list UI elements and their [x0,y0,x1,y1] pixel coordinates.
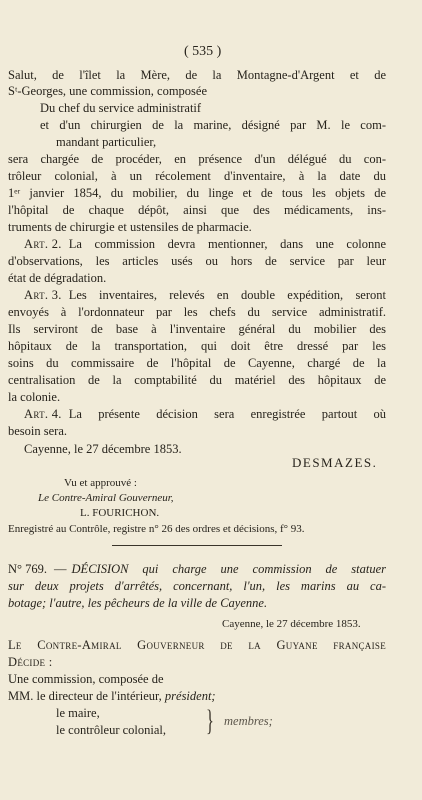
text-line: Une commission, composée de [8,672,164,686]
text-line: Salut, de l'îlet la Mère, de la Montagne-d'Argent et de [8,68,386,82]
text-line: l'hôpital de chaque dépôt, ainsi que des médicaments, ins- [8,203,386,217]
text-line: Ils serviront de base à l'inventaire général du mobilier des [8,322,386,336]
text-line: 1ᵉʳ janvier 1854, du mobilier, du linge et de tous les objets de [8,186,386,200]
text-line: Les inventaires, relevés en double expédition, seront [68,288,386,302]
text-line: Sᵗ-Georges, une commission, composée [8,84,208,98]
text-line: soins du commissaire de l'hôpital de Cayenne, chargé de la [8,356,386,370]
signature: DESMAZES. [292,455,378,470]
approval-title: Le Contre-Amiral Gouverneur, [38,492,174,504]
decision-heading: botage; l'autre, les pêcheurs de la ville de Cayenne. [8,596,268,610]
president-line: MM. le directeur de l'intérieur, président; [8,689,216,703]
text-line: hôpitaux de la transportation, qui doit être dressé par les [8,339,386,353]
member-line: le contrôleur colonial, [56,723,167,737]
text-line: état de dégradation. [8,271,107,285]
article-label: Art. 3. [24,288,62,302]
registry-note: Enregistré au Contrôle, registre n° 26 des ordres et décisions, f° 93. [8,523,305,535]
decides-label: Décide : [8,655,53,669]
section-divider [112,545,282,546]
text-line: centralisation de la comptabilité du matériel des hôpitaux de [8,373,386,387]
date-line: Cayenne, le 27 décembre 1853. [222,618,361,630]
text-line: besoin sera. [8,424,68,438]
text-line: La présente décision sera enregistrée partout où [68,407,386,421]
decision-dash: — [54,562,67,576]
approval-name: L. FOURICHON. [80,507,160,519]
text-line: la colonie. [8,390,61,404]
text-line: et d'un chirurgien de la marine, désigné par M. le com- [40,118,386,132]
text-line: trôleur colonial, à un récolement d'inventaire, à la date du [8,169,386,183]
text-line: truments de chirurgie et ustensiles de pharmacie. [8,220,252,234]
date-line: Cayenne, le 27 décembre 1853. [24,442,182,456]
page-number: ( 535 ) [184,44,222,59]
text-line: d'observations, les articles usés ou hors de service par leur [8,254,386,268]
text-line: mandant particulier, [56,135,157,149]
members-label: membres; [224,714,273,728]
text-line: La commission devra mentionner, dans une colonne [68,237,386,251]
text-line: sera chargée de procéder, en présence d'un délégué du con- [8,152,386,166]
decision-heading-line [8,562,386,577]
article-label: Art. 2. [24,237,62,251]
decision-heading: DÉCISION qui charge une commission de statuer [71,562,386,576]
article-2-line [24,237,386,252]
article-4-line [24,407,386,422]
article-3-line [24,288,386,303]
member-line: le maire, [56,706,100,720]
text-line: envoyés à l'ordonnateur par les chefs du service administratif. [8,305,386,319]
right-brace: } [206,704,214,737]
approval-line: Vu et approuvé : [64,477,137,489]
decision-number: N° 769. [8,562,48,576]
decision-heading: sur deux projets d'arrêtés, concernant, l'un, les marins au ca- [8,579,386,593]
text-line: Du chef du service administratif [40,101,202,115]
governor-line: Le Contre-Amiral Gouverneur de la Guyane française [8,638,386,652]
article-label: Art. 4. [24,407,62,421]
